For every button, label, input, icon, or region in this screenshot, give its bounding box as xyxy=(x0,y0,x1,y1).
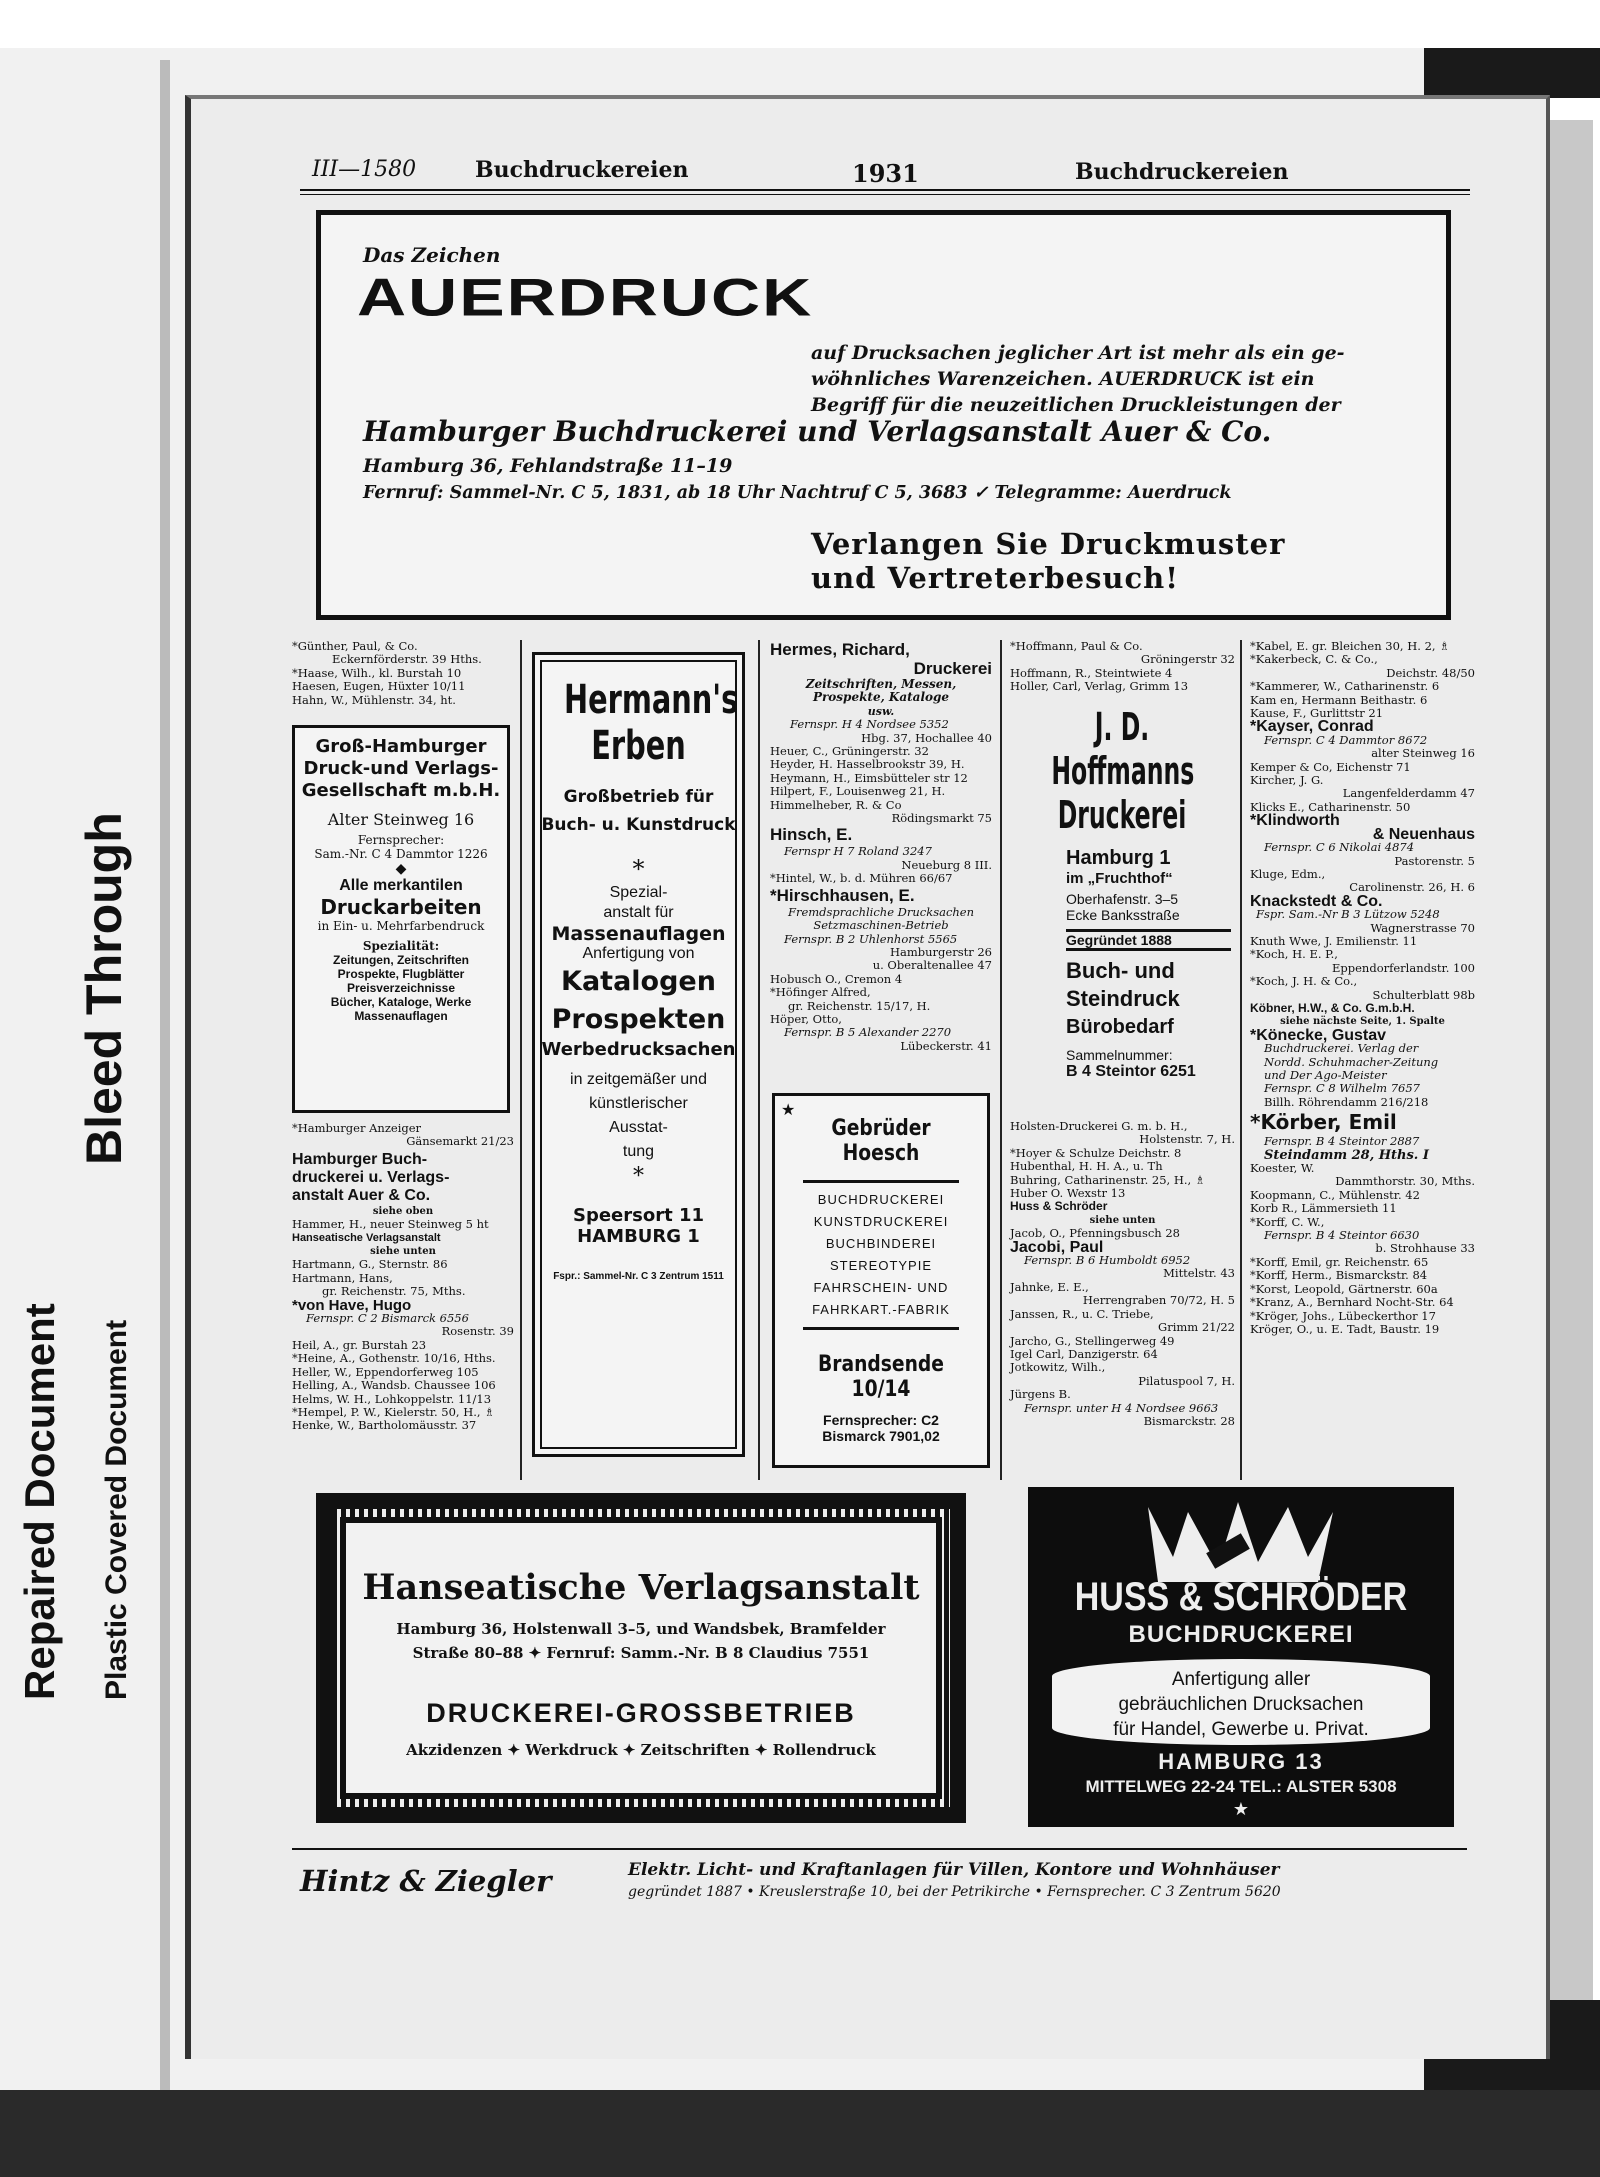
column-3: Hermes, Richard, Druckerei Zeitschriften, Messen, Prospekte, Kataloge usw. Fernspr. H 4 Nordsee 5352 Hbg. 37, Hochallee 40 Heuer, C., Grüningerstr. 32 Heyder, H. Hasselbrookstr 39, H. Heymann, H., Eimsbütteler str 12 Hilpert, F., Louisenweg 21, H. Himmelheber, R. & Co Rödingsmarkt 75 Hinsch, E. Fernspr H 7 Roland 3247 Neueburg 8 III. *Hintel, W., b. d. Mühren 66/67 *Hirschhausen, E. Fremdsprachliche Drucksachen Setzmaschinen-Betrieb Fernspr. B 2 Uhlenhorst 5565 Hamburgerstr 26 u. Oberaltenallee 47 Hobusch O., Cremon 4 *Höfinger Alfred, gr. Reichenstr. 15/17, H. Höper, Otto, Fernspr. B 5 Alexander 2270 Lübeckerstr. 41 xyxy=(770,640,992,1053)
auer-address: Hamburg 36, Fehlandstraße 11–19 xyxy=(363,455,733,477)
column-4-lower: Holsten-Druckerei G. m. b. H., Holstenstr. 7, H. *Hoyer & Schulze Deichstr. 8 Hubenthal, H. H. A., u. Th Buhring, Catharinenstr. 25, H., ♗ Huber O. Wexstr 13 Huss & Schröder siehe unten Jacob, O., Pfenningsbusch 28 Jacobi, Paul Fernspr. B 6 Humboldt 6952 Mittelstr. 43 Jahnke, E. E., Herrengraben 70/72, H. 5 Janssen, R., u. C. Triebe, Grimm 21/22 Jarcho, G., Stellingerweg 49 Igel Carl, Danzigerstr. 64 Jotkowitz, Wilh., Pilatuspool 7, H. Jürgens B. Fernspr. unter H 4 Nordsee 9663 Bismarckstr. 28 xyxy=(1010,1119,1235,1428)
hanseatische-verlagsanstalt-ad: Hanseatische Verlagsanstalt Hamburg 36, Holstenwall 3–5, und Wandsbek, Bramfelder Straße 80–88 ✦ Fernruf: Samm.-Nr. B 8 Claudius 7551 DRUCKEREI-GROSSBETRIEB Akzidenzen ✦ Werkdruck ✦ Zeitschriften ✦ Rollendruck xyxy=(316,1493,966,1823)
auer-text: auf Drucksachen jeglicher Art ist mehr als ein ge- wöhnliches Warenzeichen. AUERDRUCK ist ein Begriff für die neuzeitlichen Druckleistungen der xyxy=(811,342,1345,416)
auer-pre: Das Zeichen xyxy=(363,243,501,267)
huss-title: HUSS & SCHRÖDER xyxy=(1074,1575,1408,1619)
page-number: III—1580 xyxy=(312,157,417,182)
auer-cta: Verlangen Sie Druckmuster und Vertreterbesuch! xyxy=(811,527,1286,595)
column-1: *Günther, Paul, & Co. Eckernförderstr. 39 Hths. *Haase, Wilh., kl. Burstah 10 Haesen, Eugen, Hüxter 10/11 Hahn, W., Mühlenstr. 34, ht. xyxy=(292,640,514,707)
auerdruck-ad xyxy=(316,210,1451,620)
header-year: 1931 xyxy=(852,159,919,188)
left-strip xyxy=(160,60,170,2090)
column-5: *Kabel, E. gr. Bleichen 30, H. 2, ♗ *Kakerbeck, C. & Co., Deichstr. 48/50 *Kammerer, W., Catharinenstr. 6 Kam en, Hermann Beithastr. 6 Kause, F., Gurlittstr 21 *Kayser, Conrad Fernspr. C 4 Dammtor 8672 alter Steinweg 16 Kemper & Co, Eichenstr 71 Kircher, J. G. Langenfelderdamm 47 Klicks E., Catharinenstr. 50 *Klindworth & Neuenhaus Fernspr. C 6 Nikolai 4874 Pastorenstr. 5 Kluge, Edm., Carolinenstr. 26, H. 6 Knackstedt & Co. Fspr. Sam.-Nr B 3 Lützow 5248 Wagnerstrasse 70 Knuth Wwe, J. Emilienstr. 11 *Koch, H. E. P., Eppendorferlandstr. 100 *Koch, J. H. & Co., Schulterblatt 98b Köbner, H.W., & Co. G.m.b.H. siehe nächste Seite, 1. Spalte *Könecke, Gustav Buchdruckerei. Verlag der Nordd. Schuhmacher-Zeitung und Der Ago-Meister Fernspr. C 8 Wilhelm 7657 Billh. Röhrendamm 216/218 *Körber, Emil Fernspr. B 4 Steintor 2887 Steindamm 28, Hths. I Koester, W. Dammthorstr. 30, Mths. Koopmann, C., Mühlenstr. 42 Korb R., Lämmersieth 11 *Korff, C. W., Fernspr. B 4 Steintor 6630 b. Strohhause 33 *Korff, Emil, gr. Reichenstr. 65 *Korff, Herm., Bismarckstr. 84 *Korst, Leopold, Gärtnerstr. 60a *Kranz, A., Bernhard Nocht-Str. 64 *Kröger, Johs., Lübeckerthor 17 Kröger, O., u. E. Tadt, Baustr. 19 xyxy=(1250,639,1475,1336)
label-bleed-through: Bleed Through xyxy=(76,812,132,1165)
column-1-lower: *Hamburger Anzeiger Gänsemarkt 21/23 Hamburger Buch- druckerei u. Verlags- anstalt Auer & Co. siehe oben Hammer, H., neuer Steinweg 5 ht Hanseatische Verlagsanstalt siehe unten Hartmann, G., Sternstr. 86 Hartmann, Hans, gr. Reichenstr. 75, Mths. *von Have, Hugo Fernspr. C 2 Bismarck 6556 Rosenstr. 39 Heil, A., gr. Burstah 23 *Heine, A., Gothenstr. 10/16, Hths. Heller, W., Eppendorferweg 105 Helling, A., Wandsb. Chaussee 106 Helms, W. H., Lohkoppelstr. 11/13 *Hempel, P. W., Kielerstr. 50, H., ♗ Henke, W., Bartholomäusstr. 37 xyxy=(292,1121,514,1433)
auerdruck-logo: AUERDRUCK xyxy=(357,267,814,328)
top-margin xyxy=(0,0,1600,48)
column-rule xyxy=(520,640,522,1480)
bottom-bar xyxy=(0,2090,1600,2177)
column-4: *Hoffmann, Paul & Co. Gröningerstr 32 Hoffmann, R., Steintwiete 4 Holler, Carl, Verlag, Grimm 13 xyxy=(1010,639,1235,694)
hintz-ziegler-ad: Hintz & Ziegler Elektr. Licht- und Kraftanlagen für Villen, Kontore und Wohnhäuser gegründet 1887 • Kreuslerstraße 10, bei der Petrikirche • Fernsprecher. C 3 Zentrum 5620 xyxy=(300,1860,1281,1900)
auer-firm: Hamburger Buchdruckerei und Verlagsanstalt Auer & Co. xyxy=(363,415,1272,448)
header-right-title: Buchdruckereien xyxy=(1075,159,1289,185)
page-header xyxy=(300,155,1470,195)
huss-body: Anfertigung aller gebräuchlichen Drucksachen für Handel, Gewerbe u. Privat. xyxy=(1052,1659,1430,1745)
hanse-title: Hanseatische Verlagsanstalt xyxy=(362,1567,920,1608)
auer-phone: Fernruf: Sammel-Nr. C 5, 1831, ab 18 Uhr Nachtruf C 5, 3683 ✓ Telegramme: Auerdruck xyxy=(363,483,1232,503)
column-rule xyxy=(758,640,760,1480)
header-left-title: Buchdruckereien xyxy=(475,157,689,183)
label-plastic-covered: Plastic Covered Document xyxy=(100,1319,133,1700)
scan-edge-block xyxy=(1424,48,1600,98)
column-rule xyxy=(1240,640,1242,1480)
gebrueder-hoesch-ad: ★ Gebrüder Hoesch BUCHDRUCKEREI KUNSTDRUCKEREI BUCHBINDEREI STEREOTYPIE FAHRSCHEIN- UND FAHRKART.-FABRIK Brandsende 10/14 Fernsprecher: C2 Bismarck 7901,02 xyxy=(772,1093,990,1468)
divider xyxy=(292,1848,1467,1850)
hoffmanns-druckerei-ad: J. D. Hoffmanns Druckerei Hamburg 1 im „Fruchthof“ Oberhafenstr. 3–5 Ecke Banksstraße Gegründet 1888 Buch- und Steindruck Bürobedarf Sammelnummer: B 4 Steintor 6251 xyxy=(1008,705,1236,1105)
hermanns-erben-ad: Hermann's Erben Großbetrieb für Buch- u. Kunstdruck * Spezial- anstalt für Massenauflagen Anfertigung von Katalogen Prospekten Werbedrucksachen in zeitgemäßer und künstlerischer Ausstat- tung * Speersort 11 HAMBURG 1 Fspr.: Sammel-Nr. C 3 Zentrum 1511 xyxy=(532,652,745,1457)
huss-schroeder-ad: HUSS & SCHRÖDER BUCHDRUCKEREI Anfertigung aller gebräuchlichen Drucksachen für Handel, Gewerbe u. Privat. HAMBURG 13 MITTELWEG 22-24 TEL.: ALSTER 5308 ★ xyxy=(1028,1487,1454,1827)
label-repaired-document: Repaired Document xyxy=(16,1303,63,1700)
gross-hamburg-ad: Groß-Hamburger Druck-und Verlags- Gesellschaft m.b.H. Alter Steinweg 16 Fernsprecher: Sam.-Nr. C 4 Dammtor 1226 ◆ Alle merkantilen Druckarbeiten in Ein- u. Mehrfarbendruck Spezialität: Zeitungen, Zeitschriften Prospekte, Flugblätter Preisverzeichnisse Bücher, Kataloge, Werke Massenauflagen xyxy=(292,725,510,1113)
list-item: *Günther, Paul, & Co. xyxy=(292,639,418,653)
column-rule xyxy=(1000,640,1002,1480)
